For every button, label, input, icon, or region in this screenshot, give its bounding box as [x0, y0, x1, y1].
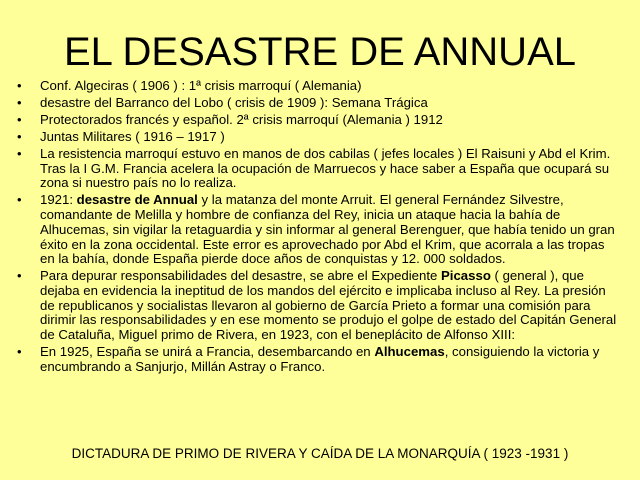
bullet-text: Juntas Militares ( 1916 – 1917 ): [40, 129, 225, 144]
bullet-text-post: , consiguiendo la victoria y encumbrando a Sanjurjo, Millán Astray o Franco.: [40, 344, 600, 374]
bullet-dot-icon: •: [17, 146, 22, 161]
bullet-dot-icon: •: [17, 344, 22, 360]
bullet-text: Protectorados francés y español. 2ª crisis marroquí (Alemania ) 1912: [40, 112, 443, 127]
bullet-item: [0, 96, 640, 111]
bullet-item: [0, 130, 640, 145]
bullet-text-pre: Para depurar responsabilidades del desastre, se abre el Expediente: [40, 268, 442, 284]
bullet-dot-icon: •: [17, 112, 22, 127]
bullet-text: desastre del Barranco del Lobo ( crisis de 1909 ): Semana Trágica: [40, 95, 428, 110]
bullet-dot-icon: •: [17, 95, 22, 110]
bullet-text-post: y la matanza del monte Arruit. El general Fernández Silvestre, comandante de Melilla y hombre de confianza del Rey, inicia un ataque hacia la bahía de Alhucemas, sin vigilar la retaguardia y sin informar al general Berenguer, que había tenido un gran éxito en la zona occidental. Este error es aprovechado por Abd el Krim, que acorrala a las tropas en la bahía, donde España pierde doce años de conquistas y 12. 000 soldados.: [40, 192, 615, 267]
bullet-text-post: ( general ), que dejaba en evidencia la ineptitud de los mandos del ejército e implicaba incluso al Rey. La presión de republicanos y socialistas llevaron al gobierno de García Prieto a formar una comisión para dirimir las responsabilidades y en ese momento se produjo el golpe de estado del Capitán General de Cataluña, Miguel primo de Rivera, en 1923, con el beneplácito de Alfonso XIII:: [40, 268, 617, 343]
bullet-item: [0, 113, 640, 128]
bullet-dot-icon: •: [17, 268, 22, 284]
footer-heading: DICTADURA DE PRIMO DE RIVERA Y CAÍDA DE LA MONARQUÍA ( 1923 -1931 ): [71, 446, 569, 461]
bullet-item: [0, 79, 640, 94]
bullet-text-pre: En 1925, España se unirá a Francia, desembarcando en: [40, 344, 375, 360]
bullet-list: [0, 79, 640, 377]
bullet-text-bold: Alhucemas: [374, 344, 445, 360]
bullet-item: [0, 147, 640, 191]
bullet-dot-icon: •: [17, 129, 22, 144]
bullet-item: [0, 269, 640, 343]
bullet-item: [0, 345, 640, 374]
bullet-text-pre: 1921:: [40, 192, 77, 208]
slide-title: EL DESASTRE DE ANNUAL: [63, 30, 576, 74]
bullet-text: La resistencia marroquí estuvo en manos de dos cabilas ( jefes locales ) El Raisuni y Abd el Krim. Tras la I G.M. Francia acelera la ocupación de Marruecos y hace saber a España que ocupará su zona si nuestro país no lo realiza.: [40, 146, 611, 191]
bullet-dot-icon: •: [17, 192, 22, 208]
bullet-text-bold: Picasso: [441, 268, 491, 284]
bullet-text: Conf. Algeciras ( 1906 ) : 1ª crisis marroquí ( Alemania): [40, 78, 362, 93]
bullet-dot-icon: •: [17, 78, 22, 93]
bullet-item: [0, 193, 640, 267]
bullet-text-bold: desastre de Annual: [76, 192, 198, 208]
